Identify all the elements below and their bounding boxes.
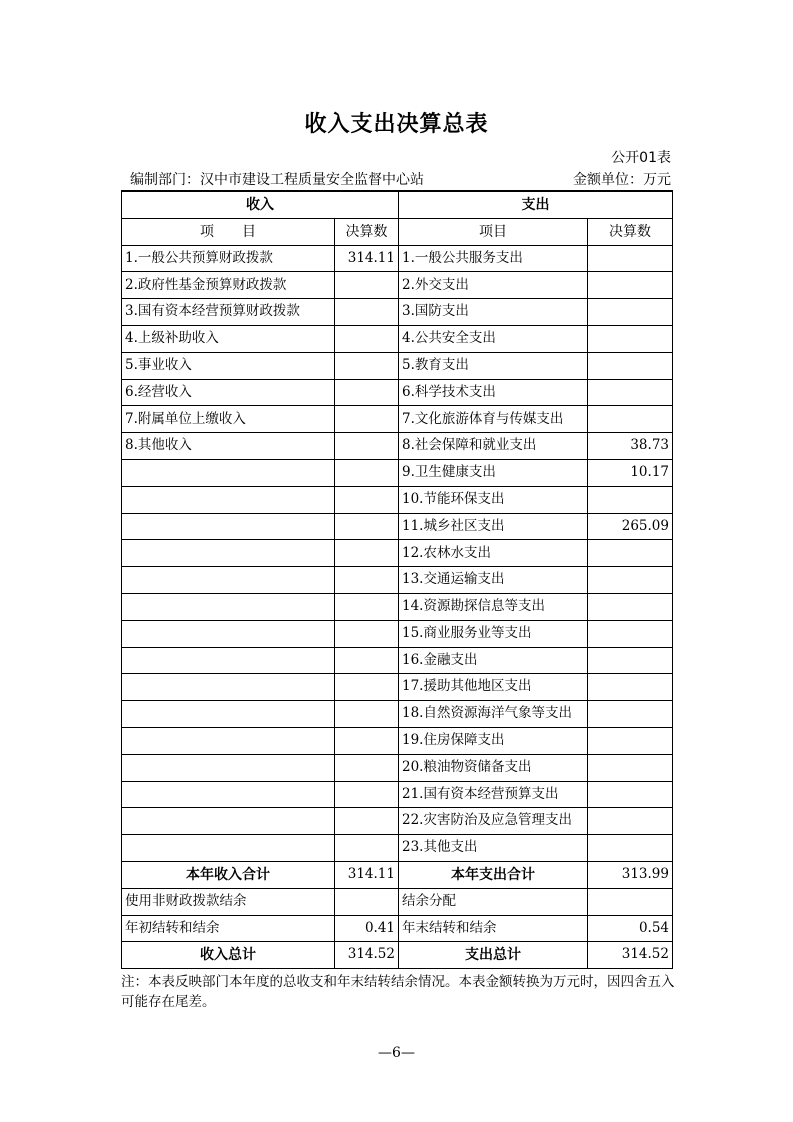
- table-row: [122, 352, 673, 379]
- expense-item: 14.资源勘探信息等支出: [399, 593, 588, 620]
- income-amount: [335, 835, 399, 862]
- expense-item: 21.国有资本经营预算支出: [399, 781, 588, 808]
- table-row: [122, 915, 673, 942]
- income-item: [122, 674, 335, 701]
- income-amount: [335, 486, 399, 513]
- income-amount: [335, 352, 399, 379]
- income-item: [122, 727, 335, 754]
- expense-amount: [588, 245, 673, 272]
- expense-amount: [588, 754, 673, 781]
- income-amount: [335, 406, 399, 433]
- expense-item: 16.金融支出: [399, 647, 588, 674]
- income-item: 1.一般公共预算财政拨款: [122, 245, 335, 272]
- form-number: 公开01表: [611, 150, 671, 166]
- expense-item: 17.援助其他地区支出: [399, 674, 588, 701]
- expense-total-label: 本年支出合计: [399, 861, 588, 888]
- expense-amount: [588, 647, 673, 674]
- table-row: [122, 513, 673, 540]
- income-item: 6.经营收入: [122, 379, 335, 406]
- table-row: [122, 647, 673, 674]
- table-row: [122, 540, 673, 567]
- income-item: 年初结转和结余: [122, 915, 335, 942]
- expense-item: 18.自然资源海洋气象等支出: [399, 701, 588, 728]
- income-item-header: 项 目: [122, 218, 335, 245]
- table-row: [122, 433, 673, 460]
- total-row: [122, 942, 673, 969]
- table-row: [122, 567, 673, 594]
- expense-item: 8.社会保障和就业支出: [399, 433, 588, 460]
- expense-header: 支出: [399, 191, 673, 218]
- expense-item: 7.文化旅游体育与传媒支出: [399, 406, 588, 433]
- expense-item-header: 项目: [399, 218, 588, 245]
- expense-amount: [588, 379, 673, 406]
- expense-item: 20.粮油物资储备支出: [399, 754, 588, 781]
- income-amount: [335, 808, 399, 835]
- budget-summary-table: [121, 190, 673, 969]
- income-amount: [335, 888, 399, 915]
- table-row: [122, 593, 673, 620]
- table-row: [122, 674, 673, 701]
- income-amount: [335, 433, 399, 460]
- expense-item: 3.国防支出: [399, 299, 588, 326]
- expense-item: 5.教育支出: [399, 352, 588, 379]
- income-amount: [335, 299, 399, 326]
- income-header: 收入: [122, 191, 399, 218]
- expense-amount: [588, 299, 673, 326]
- expense-item: 6.科学技术支出: [399, 379, 588, 406]
- income-amount: [335, 781, 399, 808]
- expense-total-label: 支出总计: [399, 942, 588, 969]
- expense-item: 22.灾害防治及应急管理支出: [399, 808, 588, 835]
- expense-amount: [588, 781, 673, 808]
- table-row: [122, 781, 673, 808]
- expense-amount: 0.54: [588, 915, 673, 942]
- income-total-label: 收入总计: [122, 942, 335, 969]
- income-amount-header: 决算数: [335, 218, 399, 245]
- expense-amount-header: 决算数: [588, 218, 673, 245]
- income-total-amount: 314.52: [335, 942, 399, 969]
- table-row: [122, 459, 673, 486]
- total-row: [122, 861, 673, 888]
- income-item: 8.其他收入: [122, 433, 335, 460]
- expense-amount: [588, 272, 673, 299]
- table-row: [122, 325, 673, 352]
- department-label: 编制部门：汉中市建设工程质量安全监督中心站: [130, 172, 424, 188]
- income-amount: 0.41: [335, 915, 399, 942]
- income-item: [122, 513, 335, 540]
- expense-amount: [588, 567, 673, 594]
- table-header-row: [122, 191, 673, 218]
- expense-item: 11.城乡社区支出: [399, 513, 588, 540]
- table-row: [122, 245, 673, 272]
- table-row: [122, 754, 673, 781]
- expense-amount: [588, 325, 673, 352]
- expense-amount: [588, 540, 673, 567]
- income-item: 使用非财政拨款结余: [122, 888, 335, 915]
- expense-item: 年末结转和结余: [399, 915, 588, 942]
- income-item: [122, 459, 335, 486]
- expense-amount: 10.17: [588, 459, 673, 486]
- expense-item: 13.交通运输支出: [399, 567, 588, 594]
- expense-item: 2.外交支出: [399, 272, 588, 299]
- income-total-amount: 314.11: [335, 861, 399, 888]
- expense-total-amount: 313.99: [588, 861, 673, 888]
- amount-unit-label: 金额单位：万元: [573, 172, 671, 188]
- income-amount: [335, 674, 399, 701]
- expense-amount: [588, 593, 673, 620]
- income-item: 3.国有资本经营预算财政拨款: [122, 299, 335, 326]
- income-item: 7.附属单位上缴收入: [122, 406, 335, 433]
- income-amount: [335, 513, 399, 540]
- income-item: [122, 620, 335, 647]
- footnote: 注：本表反映部门本年度的总收支和年末结转结余情况。本表金额转换为万元时，因四舍五入可能存在尾差。: [121, 974, 675, 1010]
- expense-amount: [588, 835, 673, 862]
- income-amount: [335, 459, 399, 486]
- income-amount: 314.11: [335, 245, 399, 272]
- page-title: 收入支出决算总表: [304, 112, 489, 137]
- table-row: [122, 727, 673, 754]
- expense-item: 结余分配: [399, 888, 588, 915]
- income-item: 5.事业收入: [122, 352, 335, 379]
- expense-amount: [588, 352, 673, 379]
- expense-amount: [588, 888, 673, 915]
- income-item: [122, 754, 335, 781]
- expense-item: 19.住房保障支出: [399, 727, 588, 754]
- expense-amount: [588, 406, 673, 433]
- expense-amount: 265.09: [588, 513, 673, 540]
- page-number: —6—: [378, 1045, 415, 1061]
- income-total-label: 本年收入合计: [122, 861, 335, 888]
- expense-item: 1.一般公共服务支出: [399, 245, 588, 272]
- income-item: [122, 701, 335, 728]
- expense-amount: [588, 701, 673, 728]
- expense-item: 4.公共安全支出: [399, 325, 588, 352]
- income-item: [122, 781, 335, 808]
- income-item: [122, 647, 335, 674]
- table-row: [122, 486, 673, 513]
- income-item: [122, 835, 335, 862]
- expense-item: 12.农林水支出: [399, 540, 588, 567]
- table-row: [122, 808, 673, 835]
- income-amount: [335, 540, 399, 567]
- table-row: [122, 835, 673, 862]
- income-item: [122, 540, 335, 567]
- income-item: [122, 486, 335, 513]
- income-amount: [335, 567, 399, 594]
- table-row: [122, 701, 673, 728]
- table-row: [122, 299, 673, 326]
- expense-item: 15.商业服务业等支出: [399, 620, 588, 647]
- expense-amount: [588, 727, 673, 754]
- table-subheader-row: [122, 218, 673, 245]
- expense-item: 23.其他支出: [399, 835, 588, 862]
- table-row: [122, 379, 673, 406]
- expense-amount: 38.73: [588, 433, 673, 460]
- table-row: [122, 406, 673, 433]
- income-amount: [335, 727, 399, 754]
- expense-total-amount: 314.52: [588, 942, 673, 969]
- income-amount: [335, 701, 399, 728]
- income-amount: [335, 754, 399, 781]
- expense-item: 10.节能环保支出: [399, 486, 588, 513]
- table-row: [122, 272, 673, 299]
- income-item: [122, 808, 335, 835]
- expense-amount: [588, 674, 673, 701]
- expense-amount: [588, 808, 673, 835]
- income-item: 2.政府性基金预算财政拨款: [122, 272, 335, 299]
- expense-amount: [588, 486, 673, 513]
- income-amount: [335, 379, 399, 406]
- income-item: [122, 593, 335, 620]
- table-row: [122, 620, 673, 647]
- income-amount: [335, 593, 399, 620]
- income-amount: [335, 325, 399, 352]
- income-amount: [335, 647, 399, 674]
- table-row: [122, 888, 673, 915]
- income-item: 4.上级补助收入: [122, 325, 335, 352]
- expense-amount: [588, 620, 673, 647]
- expense-item: 9.卫生健康支出: [399, 459, 588, 486]
- income-item: [122, 567, 335, 594]
- income-amount: [335, 620, 399, 647]
- income-amount: [335, 272, 399, 299]
